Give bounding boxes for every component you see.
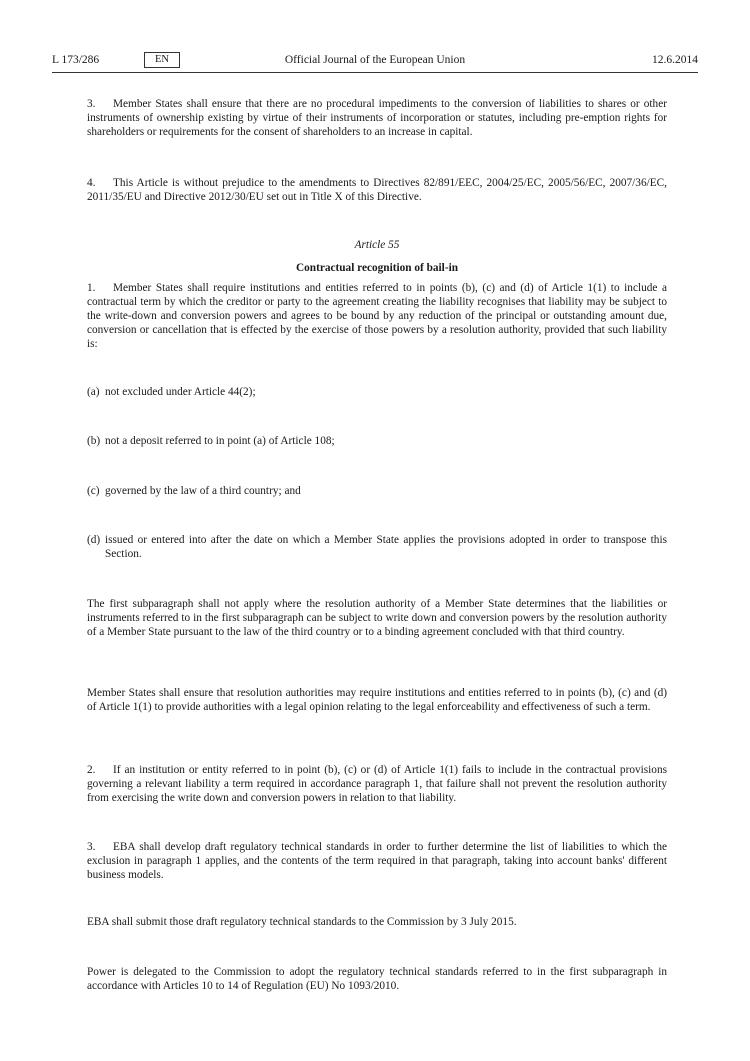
subparagraph-legal-opinion: Member States shall ensure that resolution authorities may require institutions and entities referred to in points (b), (c) and (d) of Article 1(1) to provide authorities with a legal opinion relating to the legal enforceability and effectiveness of such a term. (87, 687, 667, 713)
closing-submission: EBA shall submit those draft regulatory technical standards to the Commission by 3 July 2015. (87, 916, 517, 928)
article-title: Contractual recognition of bail-in (295, 262, 459, 274)
paragraph-1: 1. Member States shall require institutions and entities referred to in points (b), (c) and (d) of Article 1(1) to include a contractual term by which the creditor or party to the agreement creating the liability recognises that liability may be subject to the write-down and conversion powers and agrees to be bound by any reduction of the principal or outstanding amount due, conversion or cancellation that is effected by the exercise of those powers by a resolution authority, provided that such liability is: (87, 282, 667, 350)
list-item-a: (a) not excluded under Article 44(2); (87, 386, 256, 398)
article-number: Article 55 (354, 239, 400, 251)
subparagraph-third-country: The first subparagraph shall not apply where the resolution authority of a Member State determines that the liabilities or instruments referred to in the first subparagraph can be subject to write down and conversion powers by the resolution authority of a Member State pursuant to the law of the third country or to a binding agreement concluded with that third country. (87, 598, 667, 638)
list-item-d: (d) issued or entered into after the date on which a Member State applies the provisions adopted in order to transpose this Section. (87, 534, 667, 560)
list-item-c: (c) governed by the law of a third country; and (87, 485, 301, 497)
language-badge: EN (144, 52, 180, 68)
paragraph-4-prev-article: 4. This Article is without prejudice to the amendments to Directives 82/891/EEC, 2004/25/EC, 2005/56/EC, 2007/36/EC, 2011/35/EU and Directive 2012/30/EU set out in Title X of this Directive. (87, 177, 667, 203)
list-item-b: (b) not a deposit referred to in point (a) of Article 108; (87, 435, 335, 447)
closing-delegation: Power is delegated to the Commission to adopt the regulatory technical standards referred to in the first subparagraph in accordance with Articles 10 to 14 of Regulation (EU) No 1093/2010. (87, 966, 667, 992)
paragraph-3: 3. EBA shall develop draft regulatory technical standards in order to further determine the list of liabilities to which the exclusion in paragraph 1 applies, and the contents of the term required in that paragraph, taking into account banks' different business models. (87, 841, 667, 881)
publication-date: 12.6.2014 (652, 54, 698, 66)
page-header (52, 52, 698, 73)
journal-title: Official Journal of the European Union (284, 54, 466, 66)
paragraph-2: 2. If an institution or entity referred to in point (b), (c) or (d) of Article 1(1) fails to include in the contractual provisions governing a relevant liability a term required in accordance paragraph 1, that failure shall not prevent the resolution authority from exercising the write down and conversion powers in relation to that liability. (87, 764, 667, 804)
paragraph-3-prev-article: 3. Member States shall ensure that there are no procedural impediments to the conversion of liabilities to shares or other instruments of ownership existing by virtue of their instruments of incorporation or statutes, including pre-emption rights for shareholders or requirements for the consent of shareholders to an increase in capital. (87, 98, 667, 138)
journal-reference: L 173/286 (52, 54, 100, 66)
